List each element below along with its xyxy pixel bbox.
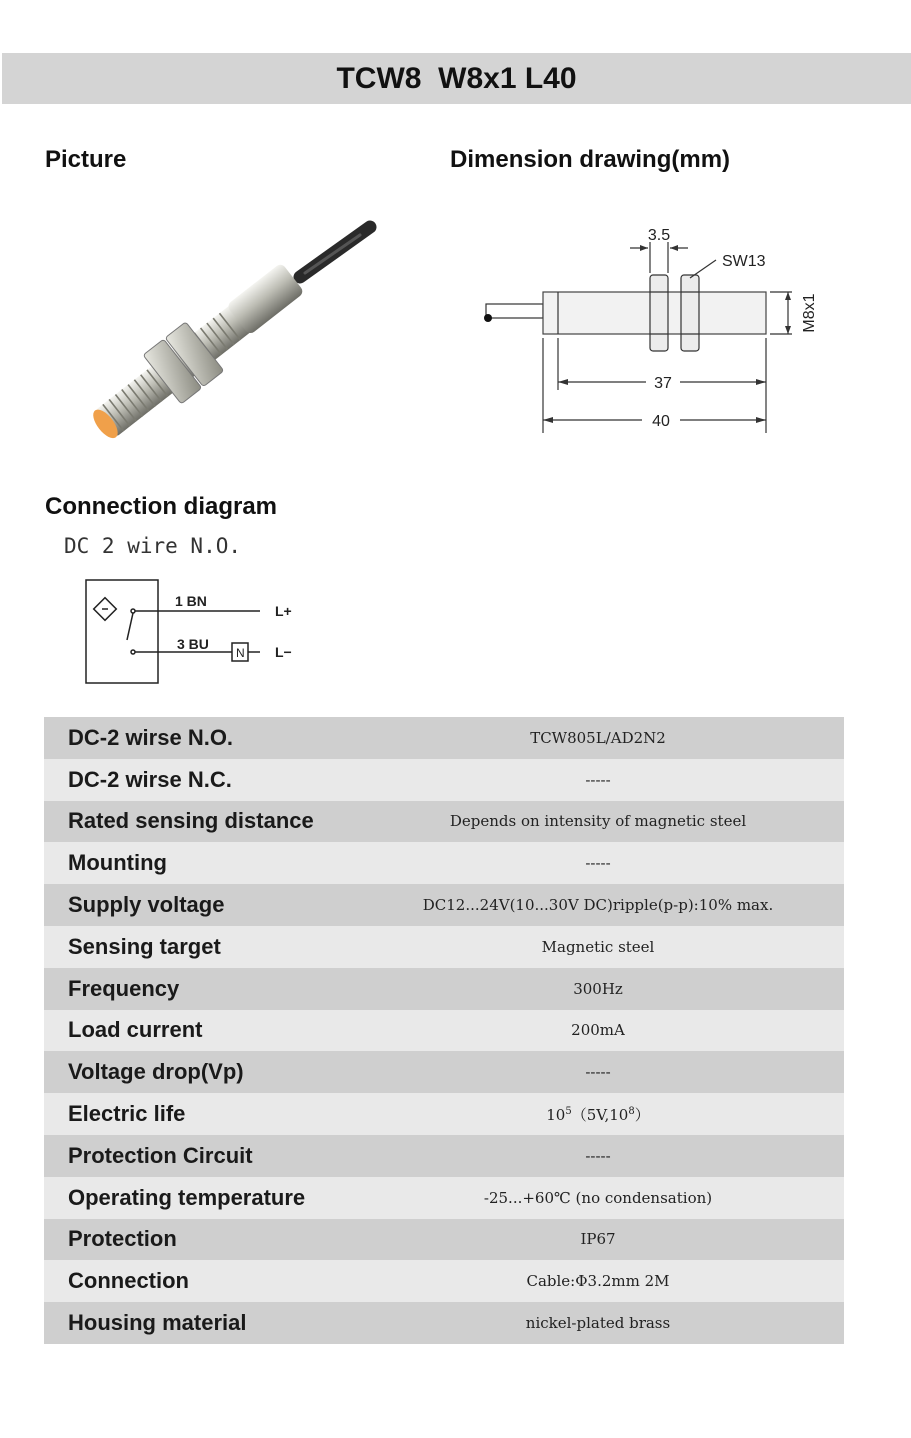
spec-label: Frequency	[68, 975, 180, 1001]
spec-label: Rated sensing distance	[68, 808, 314, 834]
spec-label: DC-2 wirse N.C.	[68, 766, 232, 792]
spec-row	[44, 1135, 844, 1177]
picture-heading: Picture	[45, 146, 127, 173]
spec-label: Electric life	[68, 1101, 186, 1127]
page-title: TCW8 W8x1 L40	[336, 61, 577, 95]
terminal-positive: L+	[275, 603, 292, 619]
spec-label: Connection	[68, 1268, 189, 1294]
spec-value: -----	[585, 1063, 611, 1082]
spec-row	[44, 926, 844, 968]
dim-nut-size: SW13	[722, 253, 766, 270]
spec-label: Voltage drop(Vp)	[68, 1059, 244, 1085]
spec-value: 300Hz	[573, 979, 623, 998]
spec-value: IP67	[580, 1230, 616, 1249]
spec-label: Sensing target	[68, 933, 221, 959]
wire-1-label: 1 BN	[175, 593, 207, 609]
spec-row	[44, 717, 844, 759]
connection-heading: Connection diagram	[45, 493, 278, 520]
wiring-diagram	[80, 572, 320, 692]
spec-label: Protection	[68, 1226, 177, 1252]
spec-value: nickel-plated brass	[525, 1314, 671, 1333]
title-bar	[2, 53, 911, 104]
electric-life-exp: 5	[565, 1105, 572, 1117]
spec-value: TCW805L/AD2N2	[530, 728, 666, 747]
dim-nut-width: 3.5	[647, 227, 671, 244]
spec-table	[44, 717, 844, 1344]
spec-value: Cable:Φ3.2mm 2M	[526, 1272, 670, 1291]
spec-label: Housing material	[68, 1310, 247, 1336]
spec-value: -----	[585, 1146, 611, 1165]
spec-value: Depends on intensity of magnetic steel	[449, 812, 747, 831]
dim-total-length: 40	[652, 413, 670, 430]
spec-row	[44, 1219, 844, 1261]
spec-row	[44, 842, 844, 884]
spec-label: Supply voltage	[68, 892, 225, 918]
spec-value-electric-life	[352, 1104, 844, 1125]
spec-row	[44, 1302, 844, 1344]
spec-row	[44, 1010, 844, 1052]
spec-row	[44, 884, 844, 926]
load-symbol: N	[236, 646, 245, 660]
connection-type: DC 2 wire N.O.	[64, 534, 242, 558]
spec-value: Magnetic steel	[541, 937, 655, 956]
dim-body-length: 37	[654, 375, 672, 392]
wire-2-label: 3 BU	[177, 636, 209, 652]
spec-value: -----	[585, 854, 611, 873]
spec-value: 200mA	[571, 1021, 625, 1040]
spec-label: Operating temperature	[68, 1184, 306, 1210]
electric-life-exp2: 8	[628, 1105, 635, 1117]
spec-row	[44, 1093, 844, 1135]
spec-row	[44, 801, 844, 843]
terminal-negative: L−	[275, 644, 292, 660]
spec-row	[44, 759, 844, 801]
spec-label: DC-2 wirse N.O.	[68, 724, 234, 750]
sensor-product-image	[60, 215, 380, 455]
spec-value: -----	[585, 770, 611, 789]
spec-row	[44, 968, 844, 1010]
spec-value: DC12...24V(10...30V DC)ripple(p-p):10% max.	[422, 896, 774, 915]
electric-life-mid: （5V,10	[571, 1105, 629, 1124]
spec-value: -25...+60℃ (no condensation)	[483, 1188, 713, 1207]
spec-row	[44, 1177, 844, 1219]
dimension-drawing	[470, 218, 830, 443]
spec-label: Mounting	[68, 850, 167, 876]
electric-life-end: ）	[634, 1105, 650, 1124]
spec-row	[44, 1260, 844, 1302]
dim-thread: M8x1	[801, 293, 818, 333]
spec-label: Protection Circuit	[68, 1142, 253, 1168]
dimension-heading: Dimension drawing(mm)	[450, 146, 731, 173]
electric-life-base: 10	[546, 1105, 566, 1124]
spec-row	[44, 1051, 844, 1093]
spec-label: Load current	[68, 1017, 203, 1043]
